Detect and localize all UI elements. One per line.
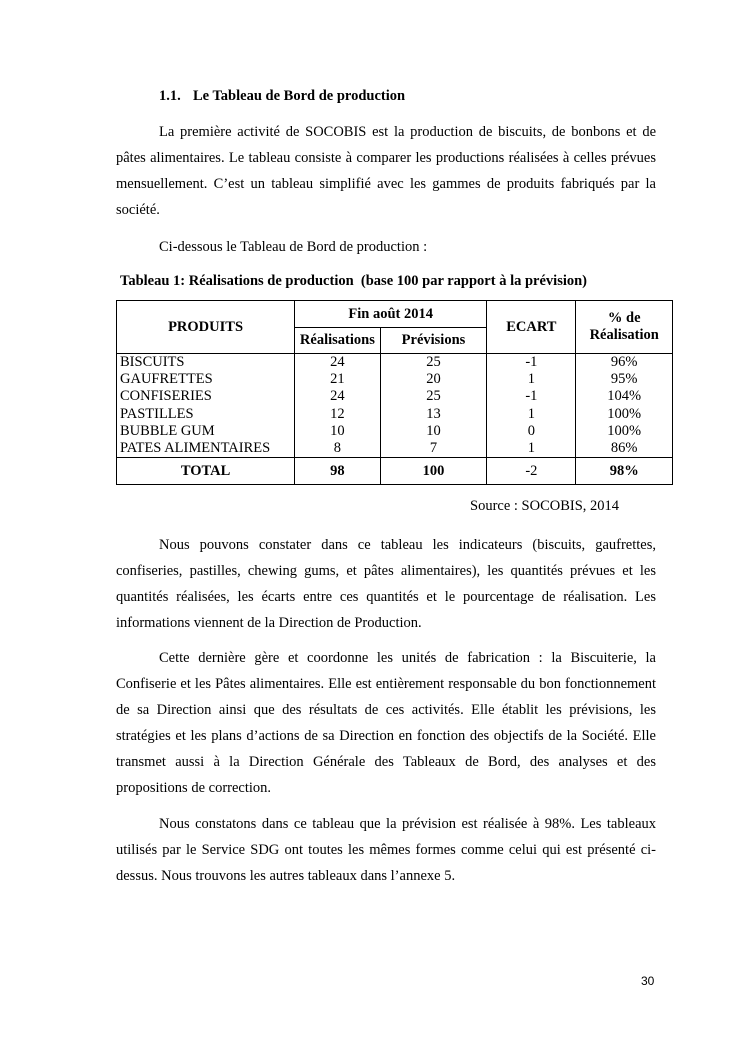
- produits-column: [117, 354, 295, 458]
- page-number: 30: [641, 974, 655, 988]
- table-cell: PASTILLES: [120, 405, 194, 422]
- header-produits: PRODUITS: [117, 301, 295, 354]
- table-cell: 1: [527, 440, 535, 457]
- table-cell: 24: [330, 388, 345, 405]
- previsions-column: [380, 354, 487, 458]
- table-cell: 13: [426, 405, 441, 422]
- table-cell: 0: [527, 422, 535, 439]
- conclusion-paragraph: Nous constatons dans ce tableau que la prévision est réalisée à 98%. Les tableaux utilisés par le Service SDG ont toutes les mêmes formes comme celui qui est présenté ci-dessus. Nous trouvons les autres tableaux dans l’annexe 5.: [116, 816, 656, 884]
- table-cell: 25: [426, 354, 441, 370]
- table-cell: 21: [330, 371, 345, 388]
- table-cell: 1: [527, 371, 535, 388]
- header-pct: [576, 301, 673, 354]
- production-table: [116, 300, 673, 485]
- table-cell: 104%: [607, 388, 642, 405]
- section-number: 1.1.: [159, 88, 181, 104]
- table-cell: 1: [527, 405, 535, 422]
- table-source: Source : SOCOBIS, 2014: [470, 498, 620, 514]
- table-cell: -1: [525, 388, 538, 405]
- pct-column: [576, 354, 673, 458]
- table-cell: 7: [429, 440, 438, 457]
- total-ecart: -2: [487, 458, 576, 485]
- header-previsions: Prévisions: [380, 328, 487, 354]
- table-cell: CONFISERIES: [120, 388, 212, 405]
- table-cell: 8: [333, 440, 341, 457]
- header-realisations: Réalisations: [295, 328, 381, 354]
- table-cell: 86%: [610, 440, 638, 457]
- header-pct-line2: Réalisation: [589, 327, 659, 343]
- table-body-row: [117, 354, 673, 458]
- total-label: TOTAL: [117, 458, 295, 485]
- table-cell: 96%: [610, 354, 638, 370]
- total-row: [117, 458, 673, 485]
- table-cell: BUBBLE GUM: [120, 422, 215, 439]
- total-pct: 98%: [576, 458, 673, 485]
- analysis-paragraph: Nous pouvons constater dans ce tableau les indicateurs (biscuits, gaufrettes, confiseries, pastilles, chewing gums, et pâtes alimentaires), les quantités prévues et les quantités réalisées, les écarts entre ces quantités et le pourcentage de réalisation. Les informations viennent de la Direction de Production.: [116, 537, 656, 631]
- table-cell: BISCUITS: [120, 354, 185, 370]
- table-cell: 24: [330, 354, 345, 370]
- header-pct-line1: % de: [607, 310, 641, 326]
- table-cell: 100%: [607, 405, 642, 422]
- table-cell: 10: [426, 422, 441, 439]
- direction-paragraph: Cette dernière gère et coordonne les unités de fabrication : la Biscuiterie, la Confiserie et les Pâtes alimentaires. Elle est entièrement responsable du bon fonctionnement de sa Direction ainsi que des résultats de ces activités. Elle établit les prévisions, les stratégies et les plans d’actions de sa Direction en fonction des objectifs de la Société. Elle transmet aussi à la Direction Générale des Tableaux de Bord, des analyses et des propositions de correction.: [116, 650, 656, 796]
- table-cell: 20: [426, 371, 441, 388]
- section-title: Le Tableau de Bord de production: [193, 88, 406, 104]
- table-cell: 100%: [607, 422, 642, 439]
- table-cell: -1: [525, 354, 538, 370]
- ecart-column: [487, 354, 576, 458]
- table-cell: 12: [330, 405, 345, 422]
- table-cell: 95%: [610, 371, 638, 388]
- table-cell: GAUFRETTES: [120, 371, 213, 388]
- total-realisations: 98: [295, 458, 381, 485]
- header-ecart: ECART: [487, 301, 576, 354]
- table-cell: PATES ALIMENTAIRES: [120, 440, 271, 457]
- section-heading: [159, 88, 405, 105]
- table-cell: 10: [330, 422, 345, 439]
- intro-paragraph: La première activité de SOCOBIS est la production de biscuits, de bonbons et de pâtes alimentaires. Le tableau consiste à comparer les productions réalisées à celles prévues mensuellement. C’est un tableau simplifié avec les gammes de produits fabriqués par la société.: [116, 124, 656, 218]
- total-previsions: 100: [380, 458, 487, 485]
- table-cell: 25: [426, 388, 441, 405]
- lead-paragraph: Ci-dessous le Tableau de Bord de production :: [159, 239, 428, 255]
- realisations-column: [295, 354, 381, 458]
- header-period: Fin août 2014: [295, 301, 487, 328]
- table-caption: Tableau 1: Réalisations de production (base 100 par rapport à la prévision): [120, 273, 588, 289]
